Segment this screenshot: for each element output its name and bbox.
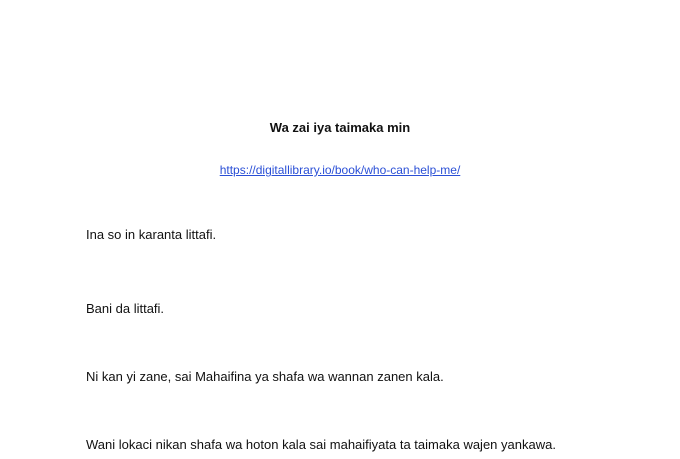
paragraph-3: Ni kan yi zane, sai Mahaifina ya shafa wa wannan zanen kala. bbox=[86, 369, 444, 384]
paragraph-1: Ina so in karanta littafi. bbox=[86, 227, 217, 242]
source-link[interactable]: https://digitallibrary.io/book/who-can-help-me/ bbox=[219, 163, 461, 177]
paragraph-2: Bani da littafi. bbox=[86, 301, 165, 316]
document-title: Wa zai iya taimaka min bbox=[269, 120, 411, 135]
source-link-container bbox=[0, 162, 680, 178]
paragraph-4: Wani lokaci nikan shafa wa hoton kala sai mahaifiyata ta taimaka wajen yankawa. bbox=[86, 437, 556, 452]
